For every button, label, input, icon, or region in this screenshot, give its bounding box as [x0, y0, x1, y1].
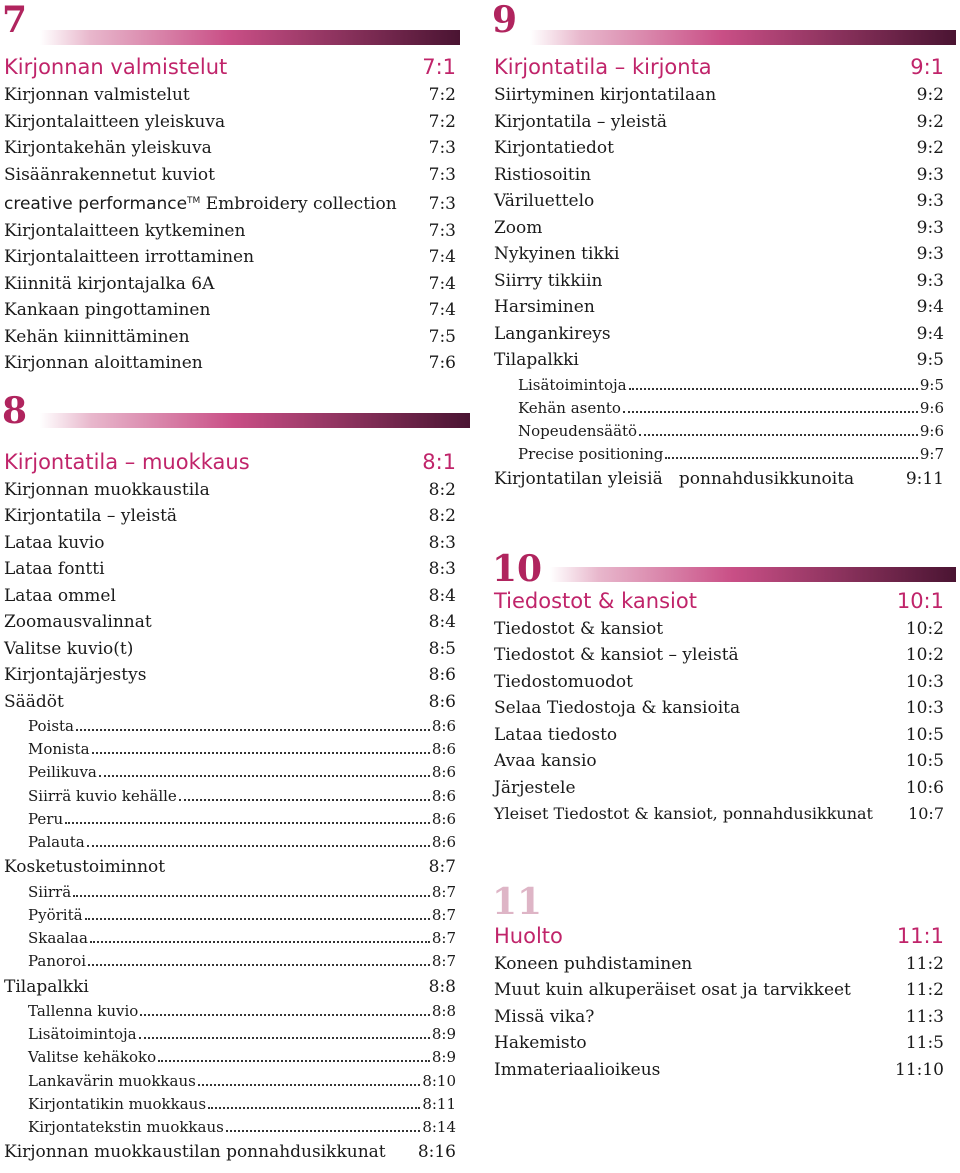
toc-entry-page: 7:3 — [428, 220, 456, 241]
toc-entry[interactable] — [490, 977, 948, 1004]
toc-list — [490, 616, 948, 828]
toc-subentry-label: Kirjontatikin muokkaus — [28, 1094, 207, 1113]
chapter-bar — [530, 30, 956, 45]
toc-entry-page: 11:10 — [895, 1059, 944, 1080]
toc-entry-page: 8:2 — [428, 479, 456, 500]
toc-entry-label: Tilapalkki — [494, 350, 579, 370]
section-title-page: 7:1 — [422, 55, 456, 79]
toc-subentry-label: Siirrä — [28, 882, 72, 901]
toc-entry[interactable] — [490, 1004, 948, 1031]
toc-entry-label: Zoom — [494, 217, 543, 238]
chapter-number: 9 — [492, 0, 518, 41]
toc-entry-page: 11:2 — [905, 980, 944, 1001]
toc-entry[interactable] — [0, 689, 460, 716]
leader-dots — [639, 434, 918, 436]
toc-entry[interactable] — [490, 162, 948, 189]
toc-subentry[interactable] — [0, 1070, 460, 1093]
toc-entry[interactable] — [490, 321, 948, 348]
toc-entry-page: 10:5 — [905, 751, 944, 772]
toc-subentry-page: 9:6 — [919, 398, 944, 417]
toc-entry[interactable] — [0, 477, 460, 504]
toc-entry-page: 10:2 — [905, 618, 944, 639]
toc-entry[interactable] — [490, 241, 948, 268]
chapter-number: 8 — [2, 389, 28, 432]
toc-subentry[interactable] — [0, 904, 460, 927]
toc-entry-page: 10:3 — [905, 671, 944, 692]
toc-entry-page: 8:2 — [428, 506, 456, 526]
toc-subentry-label: Siirrä kuvio kehälle — [28, 786, 177, 805]
toc-subentry[interactable] — [0, 1023, 460, 1046]
section-title[interactable] — [490, 586, 948, 616]
toc-entry-page: 9:2 — [916, 85, 944, 105]
leader-dots — [629, 388, 918, 390]
toc-subentry-page: 8:6 — [431, 740, 456, 759]
toc-subentry[interactable] — [0, 831, 460, 854]
toc-entry-label: Kirjonnan muokkaustilan ponnahdusikkunat — [4, 1142, 386, 1163]
chapter-number: 7 — [2, 0, 28, 41]
toc-entry[interactable] — [0, 556, 460, 583]
toc-subentry-page: 8:9 — [431, 1025, 456, 1044]
toc-entry-page: 9:3 — [916, 191, 944, 211]
toc-subentry-page: 8:6 — [431, 763, 456, 782]
chapter-bar — [550, 567, 956, 582]
toc-entry-page: 8:4 — [428, 585, 456, 606]
toc-entry[interactable] — [490, 294, 948, 321]
toc-entry-label — [4, 188, 397, 218]
toc-subentry[interactable] — [0, 927, 460, 950]
toc-subentry[interactable] — [0, 1000, 460, 1023]
toc-entry-label: Yleiset Tiedostot & kansiot, ponnahdusikkunat — [494, 804, 873, 824]
toc-entry[interactable] — [0, 324, 460, 351]
leader-dots — [139, 1037, 430, 1039]
chapter-10-header — [490, 493, 948, 590]
toc-entry[interactable] — [490, 109, 948, 136]
toc-subentry[interactable] — [0, 950, 460, 973]
section-title-label: Kirjontatila – kirjonta — [494, 55, 712, 79]
leader-dots — [87, 845, 430, 847]
toc-entry-label: Kirjontatila – yleistä — [4, 506, 178, 526]
chapter-number: 10 — [492, 547, 543, 590]
toc-entry-label: Zoomausvalinnat — [4, 612, 152, 632]
chapter-8-header — [0, 377, 460, 447]
toc-subentry-page: 8:6 — [431, 809, 456, 828]
toc-entry[interactable] — [0, 350, 460, 377]
toc-entry[interactable] — [0, 974, 460, 1001]
section-title-page: 10:1 — [896, 588, 944, 613]
toc-entry[interactable] — [490, 695, 948, 722]
toc-entry-label: Langankireys — [494, 323, 611, 344]
toc-entry[interactable] — [0, 218, 460, 245]
toc-entry-label: Lataa tiedosto — [494, 724, 618, 745]
section-title[interactable] — [490, 52, 948, 82]
toc-entry-page: 9:4 — [916, 297, 944, 317]
leader-dots — [226, 1130, 420, 1132]
toc-entry-label: Järjestele — [494, 777, 576, 798]
toc-entry-label: Lataa ommel — [4, 585, 116, 606]
toc-entry-page: 9:2 — [916, 138, 944, 158]
toc-entry-label: Kirjonnan aloittaminen — [4, 353, 203, 373]
toc-entry-label: Immateriaalioikeus — [494, 1059, 661, 1080]
toc-list — [490, 82, 948, 493]
toc-entry-page: 7:4 — [428, 247, 456, 267]
toc-subentry-label: Peilikuva — [28, 763, 97, 782]
toc-entry-page: 7:4 — [428, 300, 456, 320]
toc-entry-page: 9:3 — [916, 270, 944, 291]
toc-subentry[interactable] — [0, 808, 460, 831]
toc-entry-label: Kiinnitä kirjontajalka 6A — [4, 273, 215, 294]
toc-entry-label: Nykyinen tikki — [494, 244, 620, 264]
toc-entry[interactable] — [0, 135, 460, 162]
toc-entry-page: 8:4 — [428, 612, 456, 632]
toc-entry-label: Tilapalkki — [4, 976, 89, 997]
toc-entry-page: 7:2 — [428, 85, 456, 105]
toc-subentry[interactable] — [0, 738, 460, 761]
toc-entry-label: Hakemisto — [494, 1033, 587, 1054]
toc-subentry-page: 8:7 — [431, 952, 456, 971]
toc-subentry-page: 9:5 — [919, 375, 944, 394]
section-title-page: 8:1 — [422, 449, 456, 474]
toc-entry-page: 9:2 — [916, 111, 944, 132]
toc-entry-label: Avaa kansio — [494, 751, 597, 772]
toc-entry-page: 10:6 — [905, 777, 944, 798]
toc-entry-label: Kirjonnan muokkaustila — [4, 479, 210, 500]
toc-entry-label: Tiedostomuodot — [494, 671, 633, 692]
toc-entry-page: 10:2 — [905, 645, 944, 666]
toc-entry-label: Tiedostot & kansiot — [494, 618, 664, 639]
section-title-label: Huolto — [494, 923, 563, 948]
toc-entry-label: Kosketustoiminnot — [4, 857, 166, 878]
toc-entry-page: 9:3 — [916, 244, 944, 264]
toc-entry-page: 8:16 — [417, 1142, 456, 1163]
toc-subentry-label: Lisätoimintoja — [28, 1025, 137, 1044]
toc-list — [0, 477, 460, 1166]
toc-subentry[interactable] — [0, 1046, 460, 1069]
toc-entry-label: Kirjontalaitteen yleiskuva — [4, 111, 226, 132]
toc-entry-page: 10:3 — [905, 698, 944, 719]
toc-entry-label: Kirjonnan valmistelut — [4, 85, 190, 105]
leader-dots — [85, 918, 430, 920]
leader-dots — [623, 411, 918, 413]
leader-dots — [90, 941, 430, 943]
section-title[interactable] — [0, 447, 460, 477]
brand-name: creative performance — [4, 194, 188, 214]
toc-entry-label: Kehän kiinnittäminen — [4, 326, 190, 347]
section-title-label: Tiedostot & kansiot — [494, 588, 697, 613]
toc-entry-page: 8:6 — [428, 665, 456, 685]
toc-subentry-label: Monista — [28, 740, 90, 759]
toc-subentry-page: 8:9 — [431, 1048, 456, 1067]
toc-entry-page: 7:4 — [428, 273, 456, 294]
leader-dots — [208, 1107, 420, 1109]
toc-subentry[interactable] — [0, 1116, 460, 1139]
toc-entry-page: 7:2 — [428, 111, 456, 132]
toc-entry-label: Kirjontatila – yleistä — [494, 111, 668, 132]
toc-entry[interactable] — [490, 347, 948, 374]
toc-entry-page: 8:8 — [428, 976, 456, 997]
toc-subentry-page: 8:7 — [431, 929, 456, 948]
toc-right-column — [490, 0, 948, 1083]
toc-entry-page: 8:5 — [428, 638, 456, 659]
toc-subentry-label: Kehän asento — [518, 398, 621, 417]
toc-entry-page: 9:3 — [916, 164, 944, 185]
toc-entry-label: Kirjontajärjestys — [4, 665, 147, 685]
toc-subentry-label: Peru — [28, 809, 64, 828]
toc-subentry-page: 8:10 — [422, 1071, 456, 1090]
toc-entry[interactable] — [490, 748, 948, 775]
toc-entry[interactable] — [0, 636, 460, 663]
toc-subentry-page: 8:7 — [431, 905, 456, 924]
toc-entry[interactable] — [490, 801, 948, 828]
leader-dots — [92, 752, 430, 754]
toc-entry[interactable] — [490, 215, 948, 242]
toc-entry-label: Lataa kuvio — [4, 532, 105, 553]
leader-dots — [158, 1060, 430, 1062]
toc-entry-page: 9:4 — [916, 323, 944, 344]
toc-subentry-label: Pyöritä — [28, 905, 83, 924]
toc-subentry-label: Lisätoimintoja — [518, 375, 627, 394]
leader-dots — [179, 799, 430, 801]
toc-entry-label: Väriluettelo — [494, 191, 595, 211]
toc-entry-page: 11:3 — [905, 1006, 944, 1027]
toc-subentry[interactable] — [0, 785, 460, 808]
toc-subentry-page: 8:8 — [431, 1002, 456, 1021]
section-title-page: 9:1 — [910, 55, 944, 79]
toc-entry[interactable] — [490, 616, 948, 643]
leader-dots — [99, 775, 430, 777]
toc-entry-label: Siirtyminen kirjontatilaan — [494, 85, 717, 105]
chapter-bar — [40, 413, 470, 428]
toc-entry[interactable] — [0, 244, 460, 271]
toc-left-column — [0, 0, 460, 1166]
section-title-label: Kirjonnan valmistelut — [4, 55, 228, 79]
toc-entry-label: Sisäänrakennetut kuviot — [4, 164, 215, 185]
toc-entry[interactable] — [490, 135, 948, 162]
toc-entry-label: Lataa fontti — [4, 559, 105, 579]
toc-subentry[interactable] — [0, 761, 460, 784]
toc-entry[interactable] — [490, 951, 948, 978]
toc-entry-label: Kankaan pingottaminen — [4, 300, 211, 320]
toc-entry-page: 9:3 — [916, 217, 944, 238]
leader-dots — [140, 1014, 430, 1016]
toc-entry[interactable] — [0, 854, 460, 881]
chapter-number: 11 — [492, 880, 543, 923]
toc-subentry[interactable] — [0, 881, 460, 904]
toc-entry[interactable] — [490, 1057, 948, 1084]
toc-subentry-label: Precise positioning — [518, 445, 664, 464]
chapter-7-header — [0, 0, 460, 52]
toc-entry-label: Missä vika? — [494, 1006, 595, 1027]
chapter-9-header — [490, 0, 948, 52]
toc-entry-page: 8:3 — [428, 559, 456, 579]
toc-entry[interactable] — [490, 775, 948, 802]
toc-entry[interactable] — [490, 268, 948, 295]
toc-subentry[interactable] — [0, 715, 460, 738]
toc-subentry-label: Panoroi — [28, 952, 87, 971]
toc-subentry[interactable] — [490, 397, 948, 420]
leader-dots — [73, 895, 430, 897]
toc-entry-label: Tiedostot & kansiot – yleistä — [494, 645, 739, 666]
toc-subentry-label: Poista — [28, 717, 74, 735]
toc-entry-page: 7:3 — [428, 194, 456, 214]
toc-entry[interactable] — [0, 583, 460, 610]
toc-entry-page: 9:5 — [916, 350, 944, 370]
toc-entry[interactable] — [0, 297, 460, 324]
toc-subentry-page: 8:6 — [431, 833, 456, 852]
section-title-label: Kirjontatila – muokkaus — [4, 449, 250, 474]
chapter-11-header — [490, 828, 948, 921]
toc-subentry-page: 8:6 — [431, 717, 456, 735]
toc-entry-label: Valitse kuvio(t) — [4, 638, 134, 659]
toc-subentry-label: Skaalaa — [28, 929, 88, 948]
toc-entry-label: Kirjontatilan yleisiä ponnahdusikkunoita — [494, 469, 855, 490]
toc-entry-label: Harsiminen — [494, 297, 595, 317]
toc-entry-label-rest: Embroidery collection — [200, 194, 397, 214]
toc-entry-label: Siirry tikkiin — [494, 270, 603, 291]
toc-entry-page: 9:11 — [905, 469, 944, 490]
leader-dots — [198, 1084, 421, 1086]
toc-entry[interactable] — [490, 188, 948, 215]
toc-entry[interactable] — [0, 162, 460, 189]
toc-entry-page: 7:3 — [428, 164, 456, 185]
toc-entry-page: 7:5 — [428, 326, 456, 347]
section-title-page: 11:1 — [896, 923, 944, 948]
leader-dots — [88, 964, 430, 966]
toc-entry[interactable] — [490, 642, 948, 669]
toc-list — [0, 82, 460, 377]
toc-entry[interactable] — [490, 466, 948, 493]
toc-subentry[interactable] — [490, 443, 948, 466]
toc-subentry-label: Tallenna kuvio — [28, 1002, 139, 1021]
toc-entry-page: 11:5 — [905, 1033, 944, 1054]
toc-subentry-page: 9:6 — [919, 421, 944, 440]
toc-entry[interactable] — [490, 1030, 948, 1057]
toc-entry[interactable] — [0, 82, 460, 109]
toc-entry[interactable] — [0, 609, 460, 636]
toc-subentry-label: Kirjontatekstin muokkaus — [28, 1118, 224, 1137]
toc-entry[interactable] — [0, 109, 460, 136]
toc-subentry-label: Valitse kehäkoko — [28, 1048, 157, 1067]
trademark-mark: TM — [187, 196, 201, 206]
toc-subentry-page: 8:14 — [422, 1118, 456, 1137]
toc-entry-page: 7:6 — [428, 353, 456, 373]
toc-entry[interactable] — [0, 503, 460, 530]
toc-entry-page: 11:2 — [905, 953, 944, 974]
toc-entry[interactable] — [0, 188, 460, 218]
toc-entry-label: Muut kuin alkuperäiset osat ja tarvikkeet — [494, 980, 851, 1001]
leader-dots — [65, 822, 430, 824]
toc-entry-page: 8:7 — [428, 857, 456, 878]
toc-subentry-label: Nopeudensäätö — [518, 421, 638, 440]
toc-entry-label: Kirjontakehän yleiskuva — [4, 138, 212, 158]
toc-entry[interactable] — [0, 662, 460, 689]
toc-subentry-label: Palauta — [28, 833, 85, 852]
toc-entry-page: 10:5 — [905, 724, 944, 745]
toc-entry-label: Säädöt — [4, 691, 64, 712]
toc-subentry-page: 9:7 — [919, 445, 944, 464]
toc-entry-page: 7:3 — [428, 138, 456, 158]
section-title[interactable] — [0, 52, 460, 82]
toc-entry-page: 10:7 — [908, 804, 944, 824]
toc-subentry[interactable] — [490, 420, 948, 443]
leader-dots — [665, 457, 917, 459]
toc-subentry[interactable] — [0, 1093, 460, 1116]
toc-entry[interactable] — [0, 1139, 460, 1166]
toc-entry[interactable] — [490, 82, 948, 109]
toc-subentry[interactable] — [490, 374, 948, 397]
toc-list — [490, 951, 948, 1084]
toc-entry-label: Kirjontalaitteen kytkeminen — [4, 220, 246, 241]
toc-entry-label: Selaa Tiedostoja & kansioita — [494, 698, 741, 719]
toc-subentry-page: 8:11 — [422, 1094, 456, 1113]
toc-entry-label: Ristiosoitin — [494, 164, 592, 185]
toc-subentry-label: Lankavärin muokkaus — [28, 1071, 196, 1090]
leader-dots — [76, 729, 430, 731]
toc-subentry-page: 8:6 — [431, 786, 456, 805]
toc-entry-label: Kirjontatiedot — [494, 138, 614, 158]
toc-entry-page: 8:6 — [428, 691, 456, 712]
toc-entry-page: 8:3 — [428, 532, 456, 553]
toc-entry[interactable] — [490, 722, 948, 749]
toc-entry[interactable] — [0, 530, 460, 557]
toc-entry-label: Kirjontalaitteen irrottaminen — [4, 247, 255, 267]
toc-entry[interactable] — [0, 271, 460, 298]
section-title[interactable] — [490, 921, 948, 951]
toc-subentry-page: 8:7 — [431, 882, 456, 901]
toc-entry-label: Koneen puhdistaminen — [494, 953, 693, 974]
chapter-bar — [40, 30, 460, 45]
toc-entry[interactable] — [490, 669, 948, 696]
